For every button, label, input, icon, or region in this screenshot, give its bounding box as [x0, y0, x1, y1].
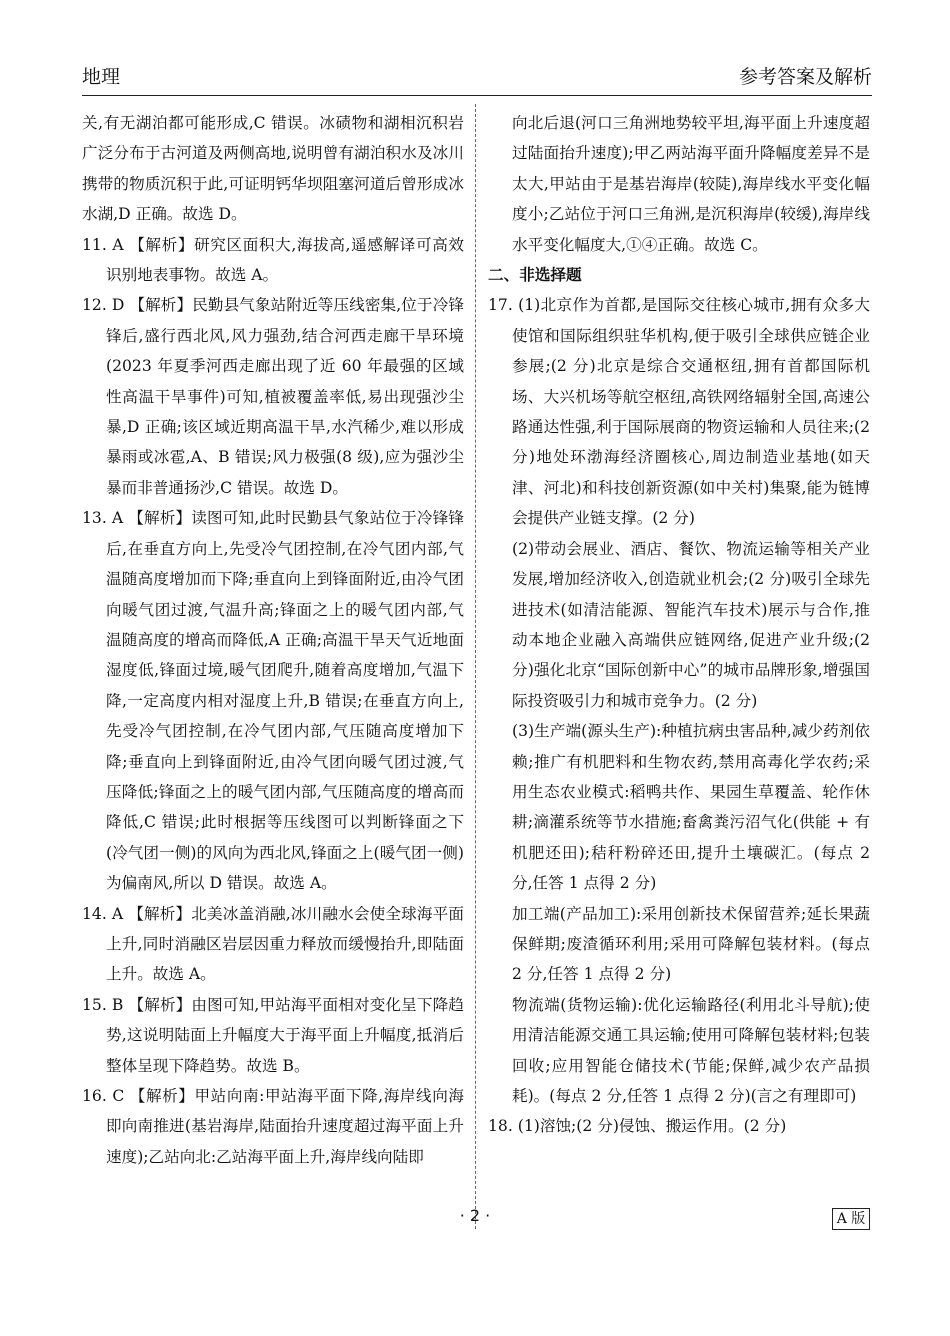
answer-11: 11. A 【解析】研究区面积大,海拔高,遥感解译可高效识别地表事物。故选 A。: [82, 235, 464, 285]
right-column: [488, 108, 870, 1142]
subject-title: 地理: [82, 66, 121, 88]
section-heading-non-choice: 二、非选择题: [488, 265, 582, 285]
column-divider: [475, 104, 476, 1229]
answer-16: 16. C 【解析】甲站向南:甲站海平面下降,海岸线向海即向南推进(基岩海岸,陆面抬升速度超过海平面上升速度);乙站向北:乙站海平面上升,海岸线向陆即: [82, 1087, 464, 1166]
answer-17-part-1: 17. (1)北京作为首都,是国际交往核心城市,拥有众多大使馆和国际组织驻华机构,便于吸引全球供应链企业参展;(2 分)北京是综合交通枢纽,拥有首都国际机场、大兴机场等航空枢纽,高铁网络辐射全国,高速公路通达性强,利于国际展商的物资运输和人员往来;(2 分)地处环渤海经济圈核心,周边制造业基地(如天津、河北)和科技创新资源(如中关村)集聚,能为链博会提供产业链支撑。(2 分): [488, 296, 870, 528]
paragraph-continued: 关,有无湖泊都可能形成,C 错误。冰碛物和湖相沉积岩广泛分布于古河道及两侧高地,说明曾有湖泊积水及冰川携带的物质沉积于此,可证明钙华坝阻塞河道后曾形成冰水湖,D 正确。故选 D。: [82, 114, 464, 224]
page-number: · 2 ·: [459, 1206, 491, 1225]
answer-15: 15. B 【解析】由图可知,甲站海平面相对变化呈下降趋势,这说明陆面上升幅度大于海平面上升幅度,抵消后整体呈现下降趋势。故选 B。: [82, 995, 464, 1075]
answer-17-part-3-production: (3)生产端(源头生产):种植抗病虫害品种,减少药剂依赖;推广有机肥料和生物农药,禁用高毒化学农药;采用生态农业模式:稻鸭共作、果园生草覆盖、轮作休耕;滴灌系统等节水措施;畜禽粪污沼气化(供能 + 有机肥还田);秸秆粉碎还田,提升土壤碳汇。(每点 2 分,任答 1 点得 2 分): [512, 722, 870, 893]
answer-18: 18. (1)溶蚀;(2 分)侵蚀、搬运作用。(2 分): [488, 1117, 787, 1136]
answer-13: 13. A 【解析】读图可知,此时民勤县气象站位于冷锋锋后,在垂直方向上,先受冷气团控制,在冷气团内部,气温随高度增加而下降;垂直向上到锋面附近,由冷气团向暖气团过渡,气温升高;锋面之上的暖气团内部,气温随高度的增高而降低,A 正确;高温干旱天气近地面湿度低,锋面过境,暖气团爬升,随着高度增加,气温下降,一定高度内相对湿度上升,B 错误;在垂直方向上,先受冷气团控制,在冷气团内部,气压随高度增加下降;垂直向上到锋面附近,由冷气团向暖气团过渡,气压降低;锋面之上的暖气团内部,气压随高度的增高而降低,C 错误;此时根据等压线图可以判断锋面之下(冷气团一侧)的风向为西北风,锋面之上(暖气团一侧)为偏南风,所以 D 错误。故选 A。: [82, 509, 464, 893]
version-badge: A 版: [832, 1208, 870, 1230]
answer-17-part-2: (2)带动会展业、酒店、餐饮、物流运输等相关产业发展,增加经济收入,创造就业机会;(2 分)吸引全球先进技术(如清洁能源、智能汽车技术)展示与合作,推动本地企业融入高端供应链网络,促进产业升级;(2 分)强化北京“国际创新中心”的城市品牌形象,增强国际投资吸引力和城市竞争力。(2 分): [512, 539, 870, 710]
section-title: 参考答案及解析: [738, 66, 872, 88]
answer-17-part-3-logistics: 物流端(货物运输):优化运输路径(利用北斗导航);使用清洁能源交通工具运输;使用可降解包装材料;包装回收;应用智能仓储技术(节能;保鲜,减少农产品损耗)。(每点 2 分,任答 1 点得 2 分)(言之有理即可): [512, 995, 870, 1105]
page-header: [82, 62, 872, 94]
answer-16-continued: 向北后退(河口三角洲地势较平坦,海平面上升速度超过陆面抬升速度);甲乙两站海平面升降幅度差异不是太大,甲站由于是基岩海岸(较陡),海岸线水平变化幅度小;乙站位于河口三角洲,是沉积海岸(较缓),海岸线水平变化幅度大,①④正确。故选 C。: [512, 114, 870, 254]
left-column: [82, 108, 464, 1172]
answer-17-part-3-processing: 加工端(产品加工):采用创新技术保留营养;延长果蔬保鲜期;废渣循环利用;采用可降解包装材料。(每点 2 分,任答 1 点得 2 分): [512, 904, 870, 984]
answer-12: 12. D 【解析】民勤县气象站附近等压线密集,位于冷锋锋后,盛行西北风,风力强劲,结合河西走廊干旱环境(2023 年夏季河西走廊出现了近 60 年最强的区域性高温干旱事件)可知,植被覆盖率低,易出现强沙尘暴,D 正确;该区域近期高温干旱,水汽稀少,难以形成暴雨或冰雹,A、B 错误;风力极强(8 级),应为强沙尘暴而非普通扬沙,C 错误。故选 D。: [82, 296, 464, 497]
header-rule: [82, 95, 872, 96]
answer-14: 14. A 【解析】北美冰盖消融,冰川融水会使全球海平面上升,同时消融区岩层因重力释放而缓慢抬升,即陆面上升。故选 A。: [82, 904, 464, 984]
